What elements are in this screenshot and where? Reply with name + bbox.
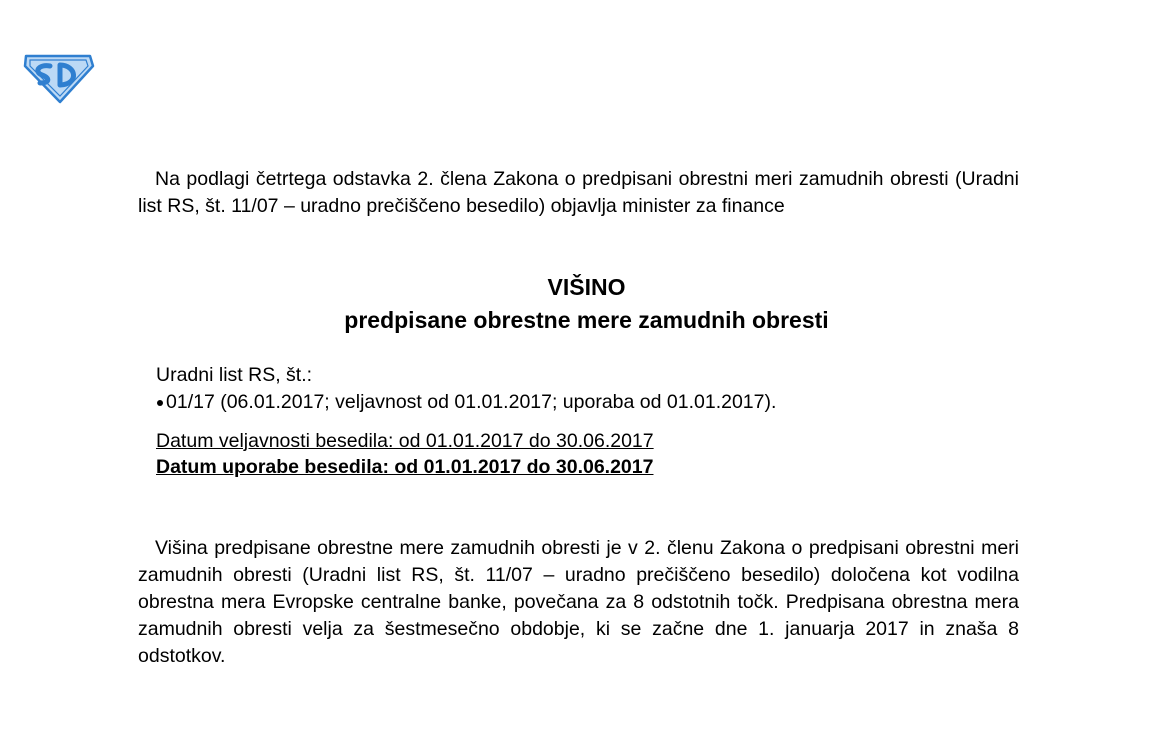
gazette-label: Uradni list RS, št.:: [156, 364, 313, 386]
use-date: Datum uporabe besedila: od 01.01.2017 do 30.06.2017: [156, 456, 654, 478]
document-subtitle: predpisane obrestne mere zamudnih obresti: [344, 307, 829, 333]
bullet-icon: [157, 400, 163, 406]
validity-date: Datum veljavnosti besedila: od 01.01.2017 do 30.06.2017: [156, 430, 654, 452]
gazette-entry-text: 01/17 (06.01.2017; veljavnost od 01.01.2017; uporaba od 01.01.2017).: [166, 391, 777, 413]
gazette-entry: [157, 390, 776, 414]
sd-shield-logo-icon: [20, 50, 96, 104]
body-paragraph: Višina predpisane obrestne mere zamudnih obresti je v 2. členu Zakona o predpisani obrestni meri zamudnih obresti (Uradni list RS, št. 11/07 – uradno prečiščeno besedilo) določena kot vodilna obrestna mera Evropske centralne banke, povečana za 8 odstotnih točk. Predpisana obrestna mera zamudnih obresti velja za šestmesečno obdobje, ki se začne dne 1. januarja 2017 in znaša 8 odstotkov.: [138, 537, 1019, 667]
document-title: VIŠINO: [547, 274, 626, 300]
intro-paragraph: Na podlagi četrtega odstavka 2. člena Zakona o predpisani obrestni meri zamudnih obresti (Uradni list RS, št. 11/07 – uradno prečiščeno besedilo) objavlja minister za finance: [138, 168, 1019, 217]
